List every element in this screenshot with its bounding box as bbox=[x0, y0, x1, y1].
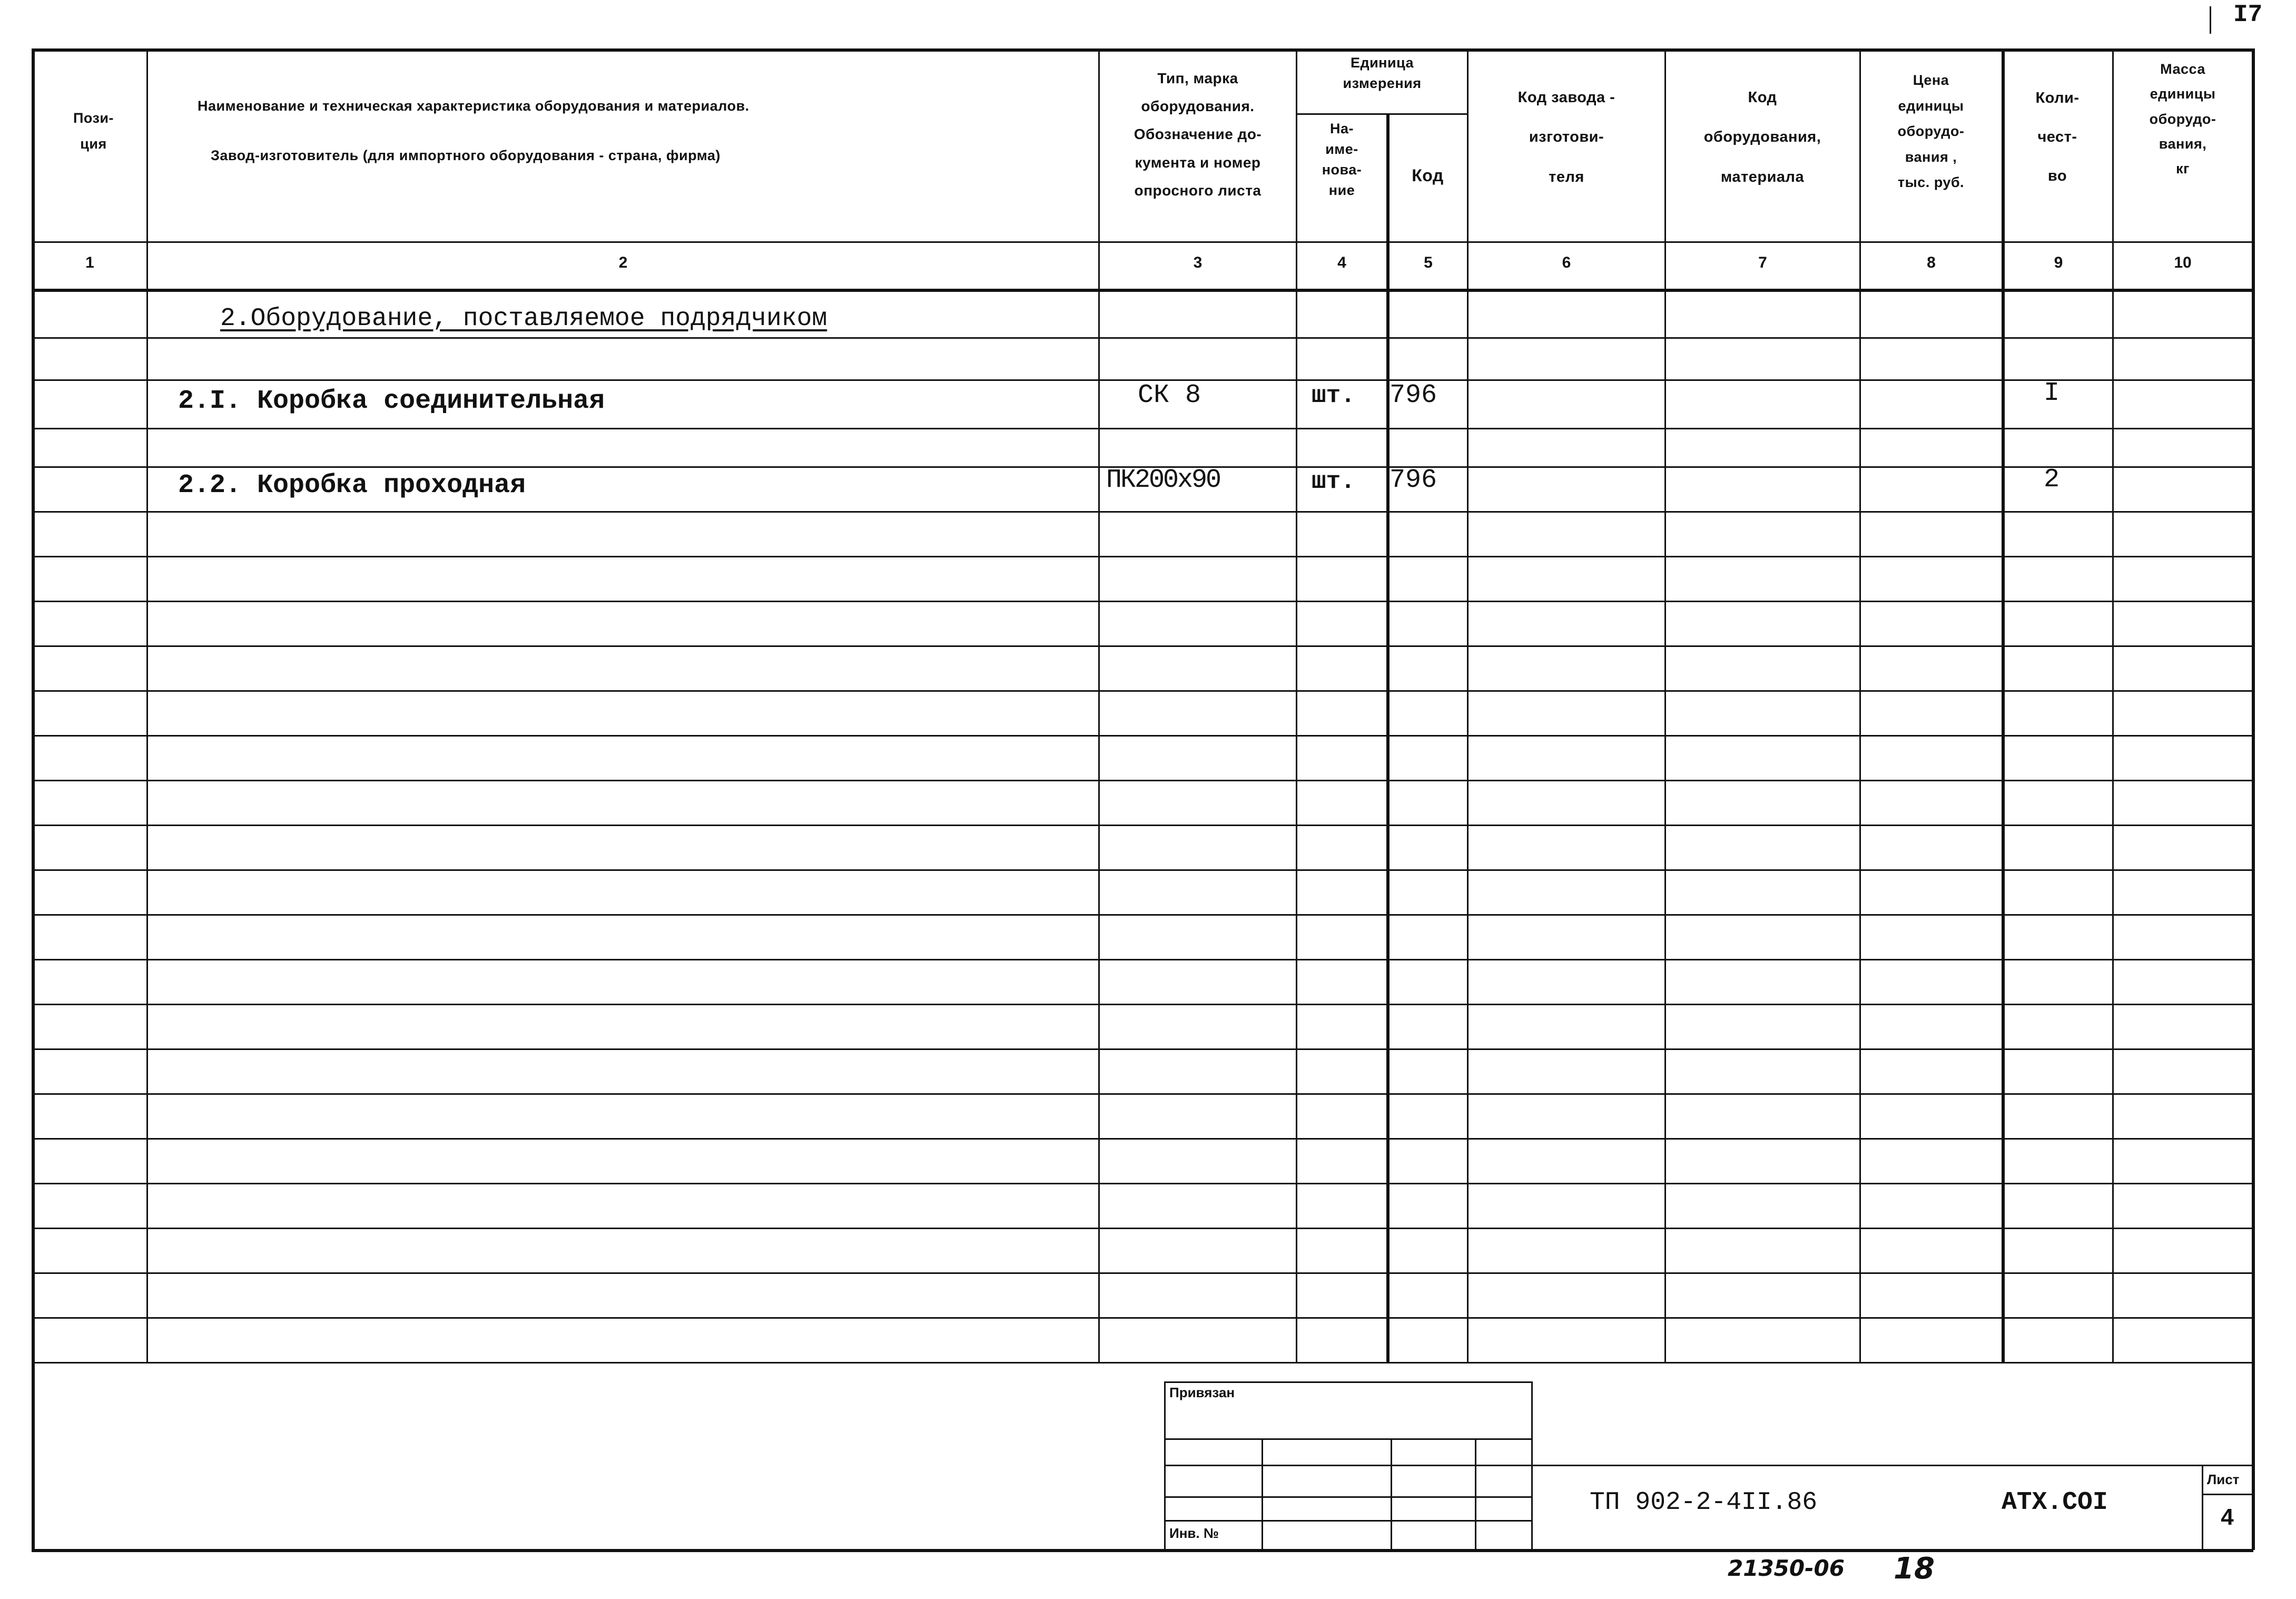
row-line bbox=[32, 735, 2253, 737]
row-line bbox=[32, 556, 2253, 557]
row-line bbox=[32, 1048, 2253, 1050]
row-line bbox=[32, 690, 2253, 692]
table-left-border bbox=[32, 48, 35, 1550]
page-number: I7 bbox=[2233, 1, 2263, 28]
table-top-border bbox=[32, 48, 2253, 52]
sheet-cell-line bbox=[2202, 1494, 2253, 1495]
row-line bbox=[32, 959, 2253, 960]
col-line-3 bbox=[1296, 48, 1297, 1363]
item-unit: шт. bbox=[1312, 382, 1355, 409]
row-line bbox=[32, 1004, 2253, 1005]
col-line-8 bbox=[2002, 48, 2005, 1363]
binding-box-divider bbox=[1262, 1438, 1263, 1549]
row-line bbox=[32, 1228, 2253, 1229]
item-name: 2.I. Коробка соединительная bbox=[178, 386, 605, 416]
order-number: 21350-06 bbox=[1728, 1555, 1845, 1581]
row-line bbox=[32, 1272, 2253, 1274]
row-line bbox=[32, 645, 2253, 647]
unit-group-line bbox=[1296, 113, 1469, 115]
row-line bbox=[32, 601, 2253, 602]
item-quantity: 2 bbox=[2044, 465, 2060, 495]
binding-box-line bbox=[1164, 1438, 1533, 1440]
header-name-line1: Наименование и техническая характеристика оборудования и материалов. bbox=[198, 98, 750, 114]
item-unit: шт. bbox=[1312, 468, 1355, 495]
header-name-line2: Завод-изготовитель (для импортного оборудования - страна, фирма) bbox=[211, 148, 721, 163]
header-manufacturer-code: Код завода - изготови- теля bbox=[1517, 89, 1615, 185]
binding-box-divider bbox=[1475, 1438, 1476, 1549]
column-number-4: 4 bbox=[1337, 254, 1346, 271]
row-line bbox=[32, 1093, 2253, 1095]
row-line bbox=[32, 1183, 2253, 1184]
binding-label: Привязан bbox=[1169, 1385, 1235, 1400]
row-line bbox=[32, 511, 2253, 513]
header-bottom-line bbox=[32, 241, 2253, 243]
col-line-6 bbox=[1664, 48, 1666, 1363]
item-unit-code: 796 bbox=[1390, 380, 1437, 410]
column-number-10: 10 bbox=[2174, 254, 2192, 271]
document-code: ТП 902-2-4II.86 bbox=[1590, 1488, 1818, 1517]
header-quantity: Коли- чест- во bbox=[2035, 90, 2080, 184]
header-position: Пози- ция bbox=[73, 110, 114, 152]
binding-box-divider bbox=[1391, 1438, 1392, 1549]
col-line-9 bbox=[2112, 48, 2114, 1363]
sheet-number: 4 bbox=[2221, 1504, 2234, 1530]
binding-box-top bbox=[1164, 1381, 1533, 1383]
binding-box-line bbox=[1164, 1465, 1533, 1466]
header-unit-group: Единица измерения bbox=[1343, 55, 1422, 92]
col-line-1 bbox=[146, 48, 148, 1363]
header-type-mark: Тип, марка оборудования. Обозначение до- кумента и номер опросного листа bbox=[1134, 70, 1262, 199]
column-number-3: 3 bbox=[1193, 254, 1203, 271]
section-title: 2.Оборудование, поставляемое подрядчиком bbox=[220, 305, 827, 333]
column-number-6: 6 bbox=[1562, 254, 1571, 271]
row-line bbox=[32, 428, 2253, 429]
binding-box-line bbox=[1164, 1520, 1533, 1522]
header-unit-price: Цена единицы оборудо- вания , тыс. руб. bbox=[1897, 72, 1965, 191]
page-number-mark bbox=[2210, 6, 2211, 34]
column-number-2: 2 bbox=[618, 254, 628, 271]
item-type: СК 8 bbox=[1138, 380, 1201, 410]
number-row-bottom-line bbox=[32, 289, 2253, 292]
table-body-bottom-line bbox=[32, 1362, 2253, 1363]
inventory-number-label: Инв. № bbox=[1169, 1525, 1219, 1541]
row-line bbox=[32, 914, 2253, 916]
col-line-4 bbox=[1386, 113, 1390, 1363]
item-type: ПК200х90 bbox=[1106, 465, 1220, 495]
header-unit-mass: Масса единицы оборудо- вания, кг bbox=[2149, 61, 2216, 176]
footer-page-number: 18 bbox=[1894, 1552, 1935, 1586]
row-line bbox=[32, 1138, 2253, 1140]
designation-band-top bbox=[1531, 1465, 2253, 1466]
binding-box-line bbox=[1164, 1496, 1533, 1498]
column-number-1: 1 bbox=[85, 254, 94, 271]
header-unit-name: На- име- нова- ние bbox=[1322, 121, 1362, 199]
item-name: 2.2. Коробка проходная bbox=[178, 470, 526, 501]
sheet-label: Лист bbox=[2207, 1472, 2240, 1487]
col-line-2 bbox=[1098, 48, 1100, 1363]
column-number-8: 8 bbox=[1927, 254, 1936, 271]
col-line-7 bbox=[1859, 48, 1861, 1363]
row-line bbox=[32, 780, 2253, 781]
row-line bbox=[32, 869, 2253, 871]
column-number-9: 9 bbox=[2054, 254, 2063, 271]
column-number-7: 7 bbox=[1758, 254, 1767, 271]
header-equipment-code: Код оборудования, материала bbox=[1703, 89, 1821, 185]
header-unit-code: Код bbox=[1412, 166, 1444, 185]
column-number-5: 5 bbox=[1424, 254, 1433, 271]
document-mark: АТХ.COI bbox=[2002, 1488, 2108, 1517]
item-unit-code: 796 bbox=[1390, 465, 1437, 495]
col-line-5 bbox=[1467, 48, 1469, 1363]
item-quantity: I bbox=[2044, 378, 2060, 408]
row-line bbox=[32, 1317, 2253, 1319]
row-line bbox=[32, 337, 2253, 339]
row-line bbox=[32, 825, 2253, 826]
table-right-border bbox=[2252, 48, 2255, 1550]
